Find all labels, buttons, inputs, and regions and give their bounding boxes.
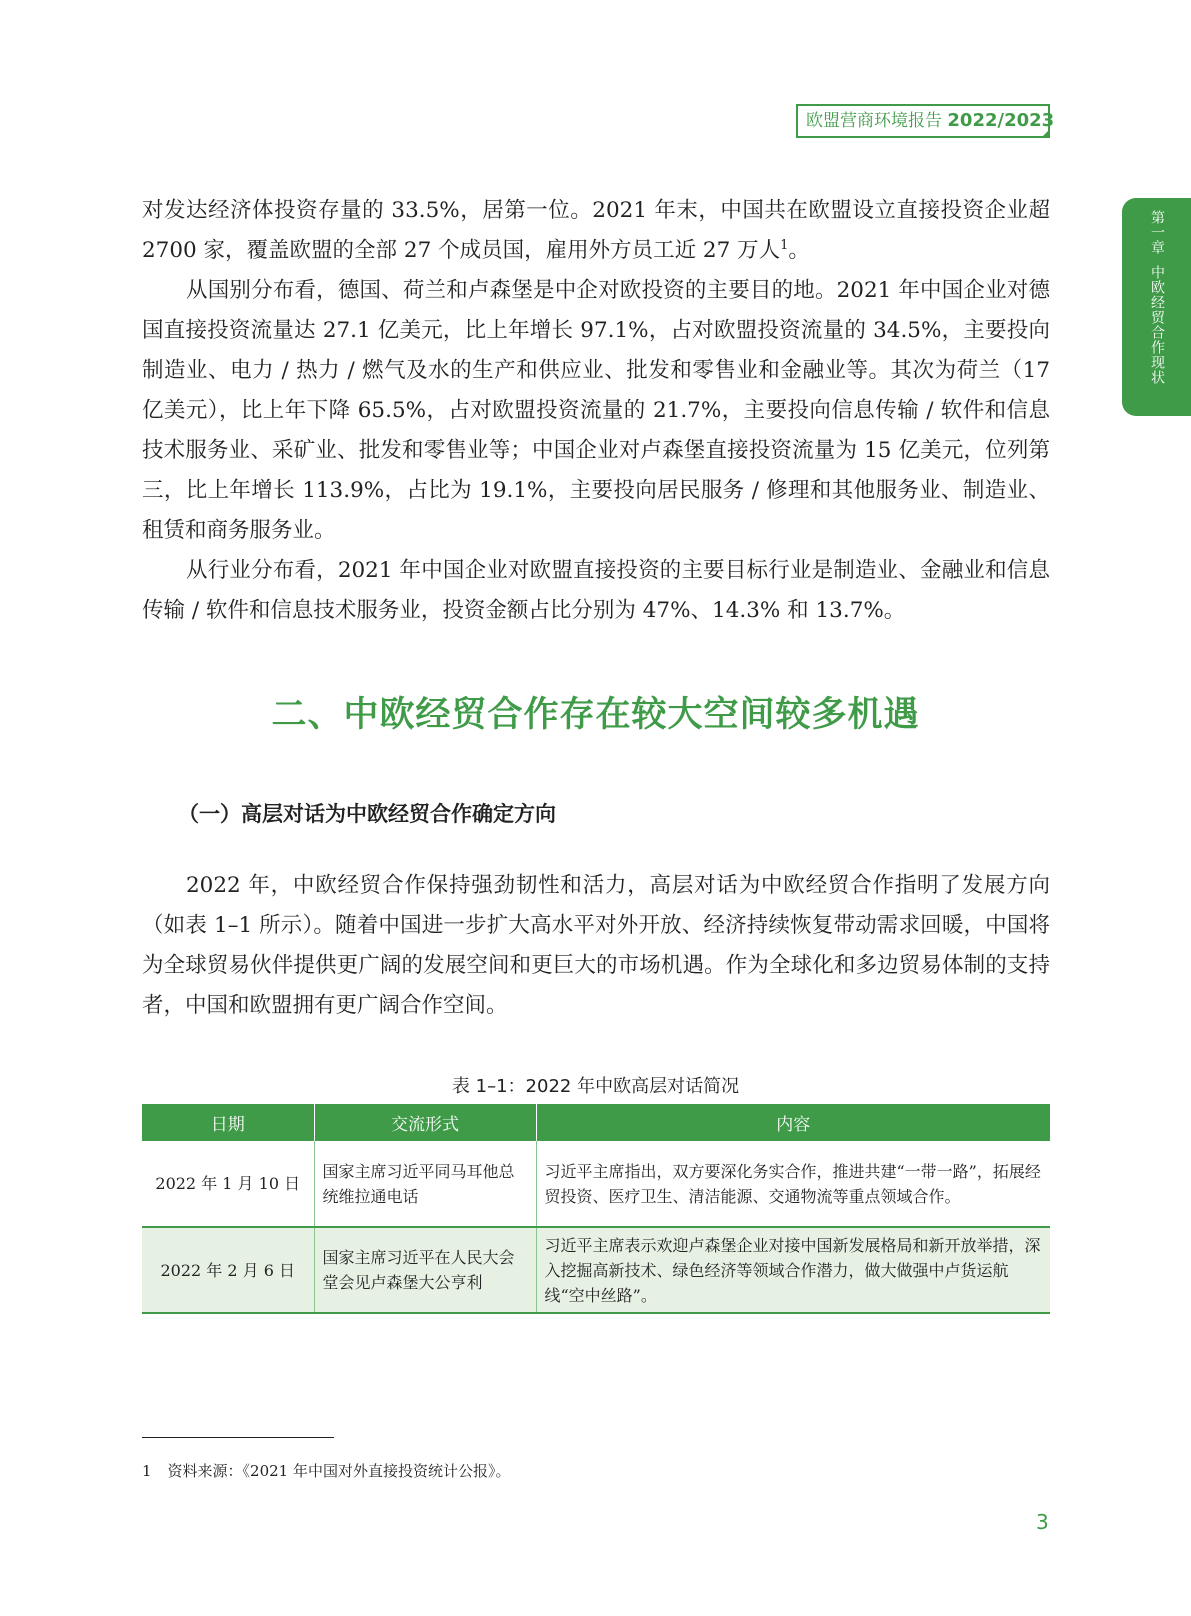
header-corner-mark [1041, 129, 1050, 138]
header-year: 2022/2023 [947, 110, 1055, 131]
sub-title: （一）高层对话为中欧经贸合作确定方向 [178, 802, 556, 826]
side-tab-title: 中欧经贸合作现状 [1149, 265, 1165, 385]
cell-form: 国家主席习近平同马耳他总统维拉通电话 [314, 1141, 536, 1227]
page-number: 3 [1036, 1510, 1049, 1534]
table-caption: 表 1–1：2022 年中欧高层对话简况 [451, 1076, 740, 1097]
dialogue-table [142, 1104, 1050, 1314]
header-date: 日期 [142, 1104, 314, 1141]
cell-form: 国家主席习近平在人民大会堂会见卢森堡大公亨利 [314, 1227, 536, 1313]
footnote-text: 资料来源：《2021 年中国对外直接投资统计公报》。 [167, 1462, 511, 1480]
table-row [142, 1227, 1050, 1313]
table-header-row [142, 1104, 1050, 1141]
paragraph-1 [142, 191, 1050, 271]
paragraph-1-end: 。 [788, 238, 810, 263]
cell-content: 习近平主席表示欢迎卢森堡企业对接中国新发展格局和新开放举措，深入挖掘高新技术、绿色经济等领域合作潜力，做大做强中卢货运航线“空中丝路”。 [536, 1227, 1050, 1313]
cell-content: 习近平主席指出，双方要深化务实合作，推进共建“一带一路”，拓展经贸投资、医疗卫生、清洁能源、交通物流等重点领域合作。 [536, 1141, 1050, 1227]
chapter-side-tab [1122, 198, 1191, 416]
side-tab-chapter: 第一章 [1149, 210, 1165, 255]
section-title: 二、中欧经贸合作存在较大空间较多机遇 [271, 694, 920, 735]
cell-date: 2022 年 2 月 6 日 [142, 1227, 314, 1313]
footnote [142, 1460, 511, 1481]
header-title: 欧盟营商环境报告 [806, 111, 942, 131]
paragraph-2: 从国别分布看，德国、荷兰和卢森堡是中企对欧投资的主要目的地。2021 年中国企业对德国直接投资流量达 27.1 亿美元，比上年增长 97.1%，占对欧盟投资流量的 34.5%，主要投向制造业、电力 / 热力 / 燃气及水的生产和供应业、批发和零售业和金融业等。其次为荷兰（17 亿美元），比上年下降 65.5%，占对欧盟投资流量的 21.7%，主要投向信息传输 / 软件和信息技术服务业、采矿业、批发和零售业等；中国企业对卢森堡直接投资流量为 15 亿美元，位列第三，比上年增长 113.9%，占比为 19.1%，主要投向居民服务 / 修理和其他服务业、制造业、租赁和商务服务业。 [142, 278, 1050, 543]
footnote-divider [142, 1437, 334, 1438]
paragraph-1-text: 对发达经济体投资存量的 33.5%，居第一位。2021 年末，中国共在欧盟设立直接投资企业超 2700 家，覆盖欧盟的全部 27 个成员国，雇用外方员工近 27 万人 [142, 198, 1050, 263]
footnote-number: 1 [142, 1462, 152, 1480]
cell-date: 2022 年 1 月 10 日 [142, 1141, 314, 1227]
paragraph-4: 2022 年，中欧经贸合作保持强劲韧性和活力，高层对话为中欧经贸合作指明了发展方向（如表 1–1 所示）。随着中国进一步扩大高水平对外开放、经济持续恢复带动需求回暖，中国将为全球贸易伙伴提供更广阔的发展空间和更巨大的市场机遇。作为全球化和多边贸易体制的支持者，中国和欧盟拥有更广阔合作空间。 [142, 873, 1050, 1018]
header-form: 交流形式 [314, 1104, 536, 1141]
running-header [796, 104, 1055, 138]
table-row [142, 1141, 1050, 1227]
footnote-ref: 1 [780, 237, 789, 253]
header-content: 内容 [536, 1104, 1050, 1141]
paragraph-3: 从行业分布看，2021 年中国企业对欧盟直接投资的主要目标行业是制造业、金融业和信息传输 / 软件和信息技术服务业，投资金额占比分别为 47%、14.3% 和 13.7%。 [142, 558, 1050, 623]
